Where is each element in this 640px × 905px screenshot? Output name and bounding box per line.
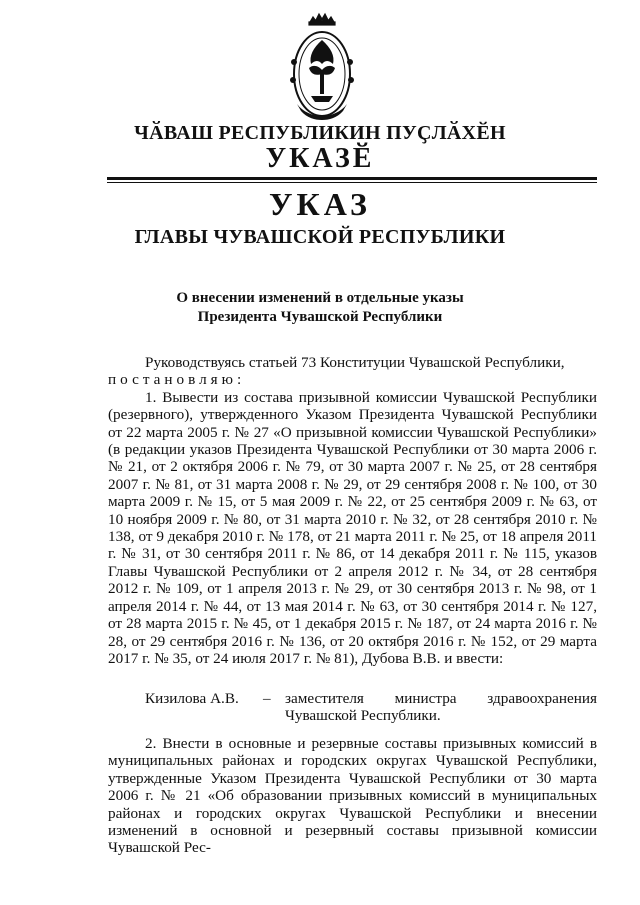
person-dash: – bbox=[263, 690, 271, 707]
person-position: заместителя министра здравоохранения Чувашской Республики. bbox=[285, 690, 597, 725]
decree-body bbox=[108, 354, 597, 667]
coat-of-arms-emblem bbox=[283, 12, 361, 124]
resolve-word: постановляю: bbox=[108, 371, 246, 389]
subject-line-2: Президента Чувашской Республики bbox=[197, 309, 443, 325]
decree-subtitle: ГЛАВЫ ЧУВАШСКОЙ РЕСПУБЛИКИ bbox=[134, 226, 506, 248]
header-divider-thin bbox=[107, 182, 597, 183]
decree-subject bbox=[0, 289, 640, 327]
item-1-paragraph: 1. Вывести из состава призывной комиссии Чувашской Республики (резервного), утвержденного Указом Президента Чувашской Республики от 22 марта 2005 г. № 27 «О призывной комиссии Чувашской Республики» (в редакции указов Президента Чувашской Республики от 30 марта 2006 г. № 21, от 2 октября 2006 г. № 79, от 30 марта 2007 г. № 25, от 28 сентября 2007 г. № 81, от 31 марта 2008 г. № 29, от 29 сентября 2008 г. № 100, от 30 марта 2009 г. № 15, от 5 мая 2009 г. № 22, от 25 сентября 2009 г. № 63, от 10 ноября 2009 г. № 80, от 31 марта 2010 г. № 32, от 28 сентября 2010 г. № 138, от 9 декабря 2010 г. № 178, от 21 марта 2011 г. № 25, от 18 апреля 2011 г. № 31, от 30 сентября 2011 г. № 86, от 14 декабря 2011 г. № 115, указов Главы Чувашской Республики от 2 апреля 2012 г. № 34, от 28 сентября 2012 г. № 109, от 1 апреля 2013 г. № 29, от 30 сентября 2013 г. № 98, от 1 апреля 2014 г. № 44, от 13 мая 2014 г. № 63, от 30 сентября 2014 г. № 127, от 28 марта 2015 г. № 45, от 1 декабря 2015 г. № 187, от 24 марта 2016 г. № 28, от 29 сентября 2016 г. № 136, от 20 октября 2016 г. № 152, от 29 марта 2017 г. № 35, от 24 июля 2017 г. № 81), Дубова В.В. и ввести: bbox=[108, 388, 597, 667]
header-divider-thick bbox=[107, 177, 597, 180]
item-2-text: 2. Внести в основные и резервные составы призывных комиссий в муниципальных районах и городских округах Чувашской Республики, утвержденные Указом Президента Чувашской Республики от 30 марта 2006 г. № 21 «Об образовании призывных комиссий в муниципальных районах и городских округах Чувашской Республики и внесении изменений в основной и резервный составы призывной комиссии Чувашской Рес- bbox=[108, 735, 597, 857]
preamble-paragraph: Руководствуясь статьей 73 Конституции Чувашской Республики, bbox=[145, 354, 565, 371]
chuvash-decree-title: УКАЗӖ bbox=[265, 143, 375, 174]
chuvash-header-line: ЧӐВАШ РЕСПУБЛИКИН ПУҪЛӐХӖН bbox=[134, 122, 506, 144]
subject-line-1: О внесении изменений в отдельные указы bbox=[176, 290, 464, 306]
decree-title: УКАЗ bbox=[269, 186, 371, 222]
person-name: Кизилова А.В. bbox=[145, 690, 239, 707]
item-2-paragraph bbox=[108, 735, 597, 857]
